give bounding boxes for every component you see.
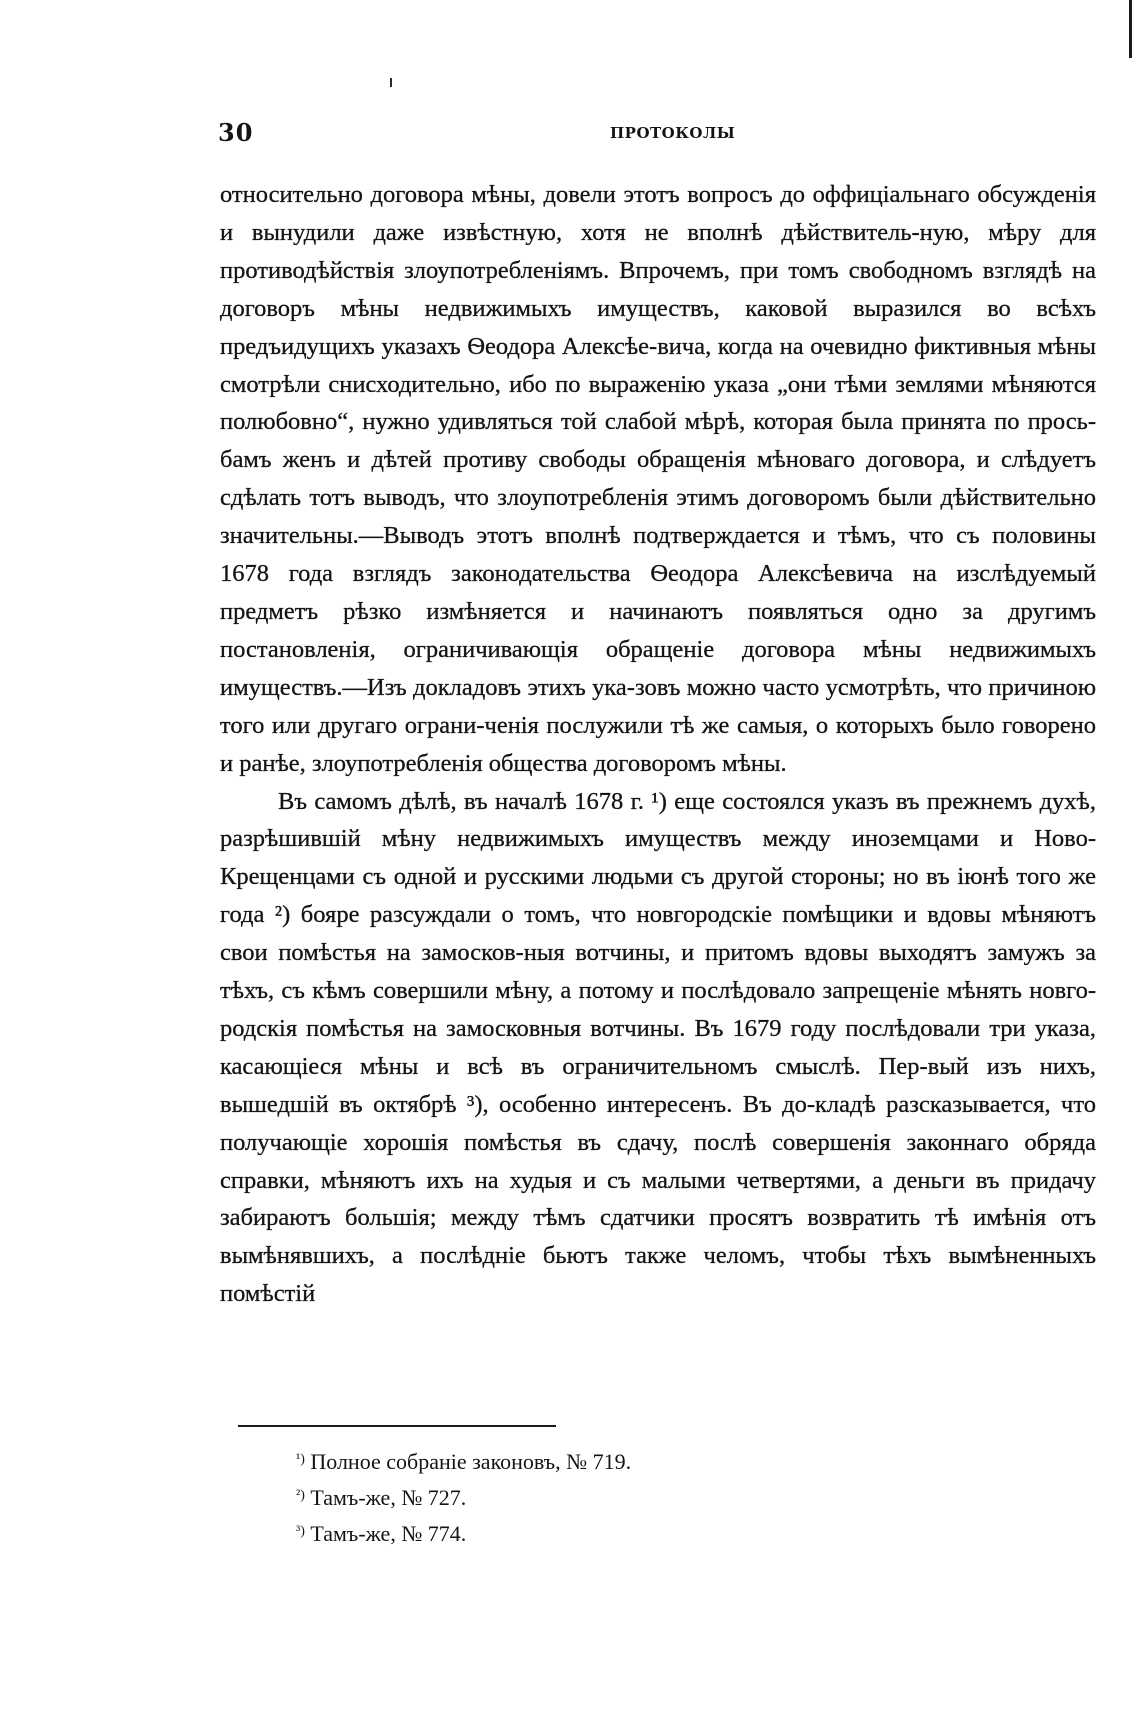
footnote-text: Тамъ-же, № 727. [310,1485,467,1510]
page-number: 30 [218,118,254,147]
print-speck [390,78,392,87]
footnote [296,1444,896,1480]
page-header [218,118,738,158]
page-edge-line [1129,0,1132,58]
footnote [296,1516,896,1552]
paragraph: Въ самомъ дѣлѣ, въ началѣ 1678 г. ¹) еще состоялся указъ въ прежнемъ духѣ, разрѣшившій мѣну недвижимыхъ имуществъ между иноземцами и Ново-Крещенцами съ одной и русскими людьми съ другой стороны; но въ іюнѣ того же года ²) бояре разсуждали о томъ, что новгородскіе помѣщики и вдовы мѣняютъ свои помѣстья на замосков-ныя вотчины, и притомъ вдовы выходятъ замужъ за тѣхъ, съ кѣмъ совершили мѣну, а потому и послѣдовало запрещеніе мѣнять новго-родскія помѣстья на замосковныя вотчины. Въ 1679 году послѣдовали три указа, касающіеся мѣны и всѣ въ ограничительномъ смыслѣ. Пер-вый изъ нихъ, вышедшій въ октябрѣ ³), особенно интересенъ. Въ до-кладѣ разсказывается, что получающіе хорошія помѣстья въ сдачу, послѣ совершенія законнаго обряда справки, мѣняютъ ихъ на худыя и съ малыми четвертями, а деньги въ придачу забираютъ большія; между тѣмъ сдатчики просятъ возвратить тѣ имѣнія отъ вымѣнявшихъ, а послѣдніе бьютъ также челомъ, чтобы тѣхъ вымѣненныхъ помѣстій [220,787,1096,1308]
footnote-text: Тамъ-же, № 774. [310,1521,467,1546]
footnote-mark: ²) [296,1488,305,1503]
footnote-divider [238,1425,556,1427]
footnote-text: Полное собраніе законовъ, № 719. [310,1449,632,1474]
footnote-mark: ¹) [296,1452,305,1467]
body-text [220,176,1096,1313]
footnotes [296,1444,896,1552]
footnote [296,1480,896,1516]
footnote-mark: ³) [296,1524,305,1539]
paragraph: относительно договора мѣны, довели этотъ вопросъ до оффиціальнаго обсужденія и вынудили даже извѣстную, хотя не вполнѣ дѣйствитель-ную, мѣру для противодѣйствія злоупотребленіямъ. Впрочемъ, при томъ свободномъ взглядѣ на договоръ мѣны недвижимыхъ имуществъ, каковой выразился во всѣхъ предъидущихъ указахъ Ѳеодора Алексѣе-вича, когда на очевидно фиктивныя мѣны смотрѣли снисходительно, ибо по выраженію указа „они тѣми землями мѣняются полюбовно“, нужно удивляться той слабой мѣрѣ, которая была принята по прось-бамъ женъ и дѣтей противу свободы обращенія мѣноваго договора, и слѣдуетъ сдѣлать тотъ выводъ, что злоупотребленія этимъ договоромъ были дѣйствительно значительны.—Выводъ этотъ вполнѣ подтверждается и тѣмъ, что съ половины 1678 года взглядъ законодательства Ѳеодора Алексѣевича на изслѣдуемый предметъ рѣзко измѣняется и начинаютъ появляться одно за другимъ постановленія, ограничивающія обращеніе договора мѣны недвижимыхъ имуществъ.—Изъ докладовъ этихъ ука-зовъ можно часто усмотрѣть, что причиною того или другаго ограни-ченія послужили тѣ же самыя, о которыхъ было говорено и ранѣе, злоупотребленія общества договоромъ мѣны. [220,181,1096,777]
running-head: ПРОТОКОЛЫ [610,124,736,142]
